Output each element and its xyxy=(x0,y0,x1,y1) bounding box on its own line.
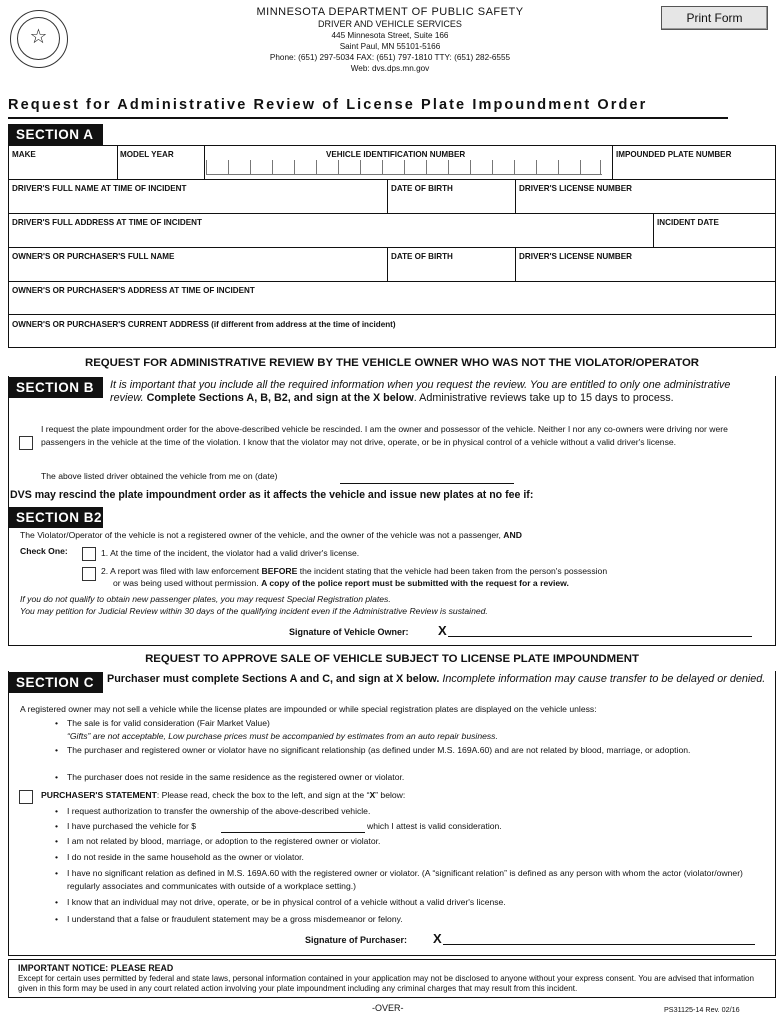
section-b-intro: It is important that you include all the required information when you request the review. You are entitled to only one administrative review. Complete Sections A, B, B2, and sign at the X below. Administrative reviews take up to 15 days to process. xyxy=(110,379,731,404)
model-year-label: MODEL YEAR xyxy=(120,150,174,159)
purchaser-signature-x: X xyxy=(433,931,442,946)
section-b-tag: SECTION B xyxy=(8,377,103,398)
make-label: MAKE xyxy=(12,150,36,159)
obtained-date-label: The above listed driver obtained the vehicle from me on (date) xyxy=(41,471,278,481)
owner-signature-input[interactable] xyxy=(448,625,752,637)
police-report-option: 2. A report was filed with law enforcement BEFORE the incident stating that the vehicle had been taken from the person's possession xyxy=(101,566,608,576)
owner-signature-label: Signature of Vehicle Owner: xyxy=(289,627,409,637)
state-seal xyxy=(10,10,68,68)
bullet-fair-value: • The sale is for valid consideration (Fair Market Value) xyxy=(67,717,757,730)
agency-header xyxy=(230,6,550,74)
statement-no-significant-relation: • I have no significant relation as defined in M.S. 169A.60 with the registered owner or violator. (A “significant relation” is defined as any person with whom the actor (violator/owner) regularly associates and communicates with outside of a workplace setting.) xyxy=(67,867,757,893)
notice-title: IMPORTANT NOTICE: PLEASE READ xyxy=(18,963,174,973)
over-indicator: -OVER- xyxy=(372,1003,404,1013)
judicial-review-note: You may petition for Judicial Review within 30 days of the qualifying incident even if the Administrative Review is sustained. xyxy=(20,606,488,616)
statement-transfer: • I request authorization to transfer the ownership of the above-described vehicle. xyxy=(67,805,757,818)
statement-price: • I have purchased the vehicle for $ xyxy=(67,820,227,833)
driver-dob-label: DATE OF BIRTH xyxy=(391,184,453,193)
section-c-heading: REQUEST TO APPROVE SALE OF VEHICLE SUBJECT TO LICENSE PLATE IMPOUNDMENT xyxy=(145,653,639,665)
driver-name-label: DRIVER'S FULL NAME AT TIME OF INCIDENT xyxy=(12,184,187,193)
purchaser-signature-input[interactable] xyxy=(443,933,755,945)
owner-signature-x: X xyxy=(438,623,447,638)
bullet-no-relationship: • The purchaser and registered owner or violator have no significant relationship (as defined under M.S. 169A.60) and are not related by blood, marriage, or adoption. xyxy=(67,744,757,757)
statement-not-related: • I am not related by blood, marriage, or adoption to the registered owner or violator. xyxy=(67,835,757,848)
owner-license-label: DRIVER'S LICENSE NUMBER xyxy=(519,252,633,261)
incident-date-label: INCIDENT DATE xyxy=(657,218,719,227)
police-report-option-cont: or was being used without permission. A copy of the police report must be submitted with the request for a review. xyxy=(113,578,569,588)
section-c-tag: SECTION C xyxy=(8,672,103,693)
web-line: Web: dvs.dps.mn.gov xyxy=(350,64,430,73)
driver-license-label: DRIVER'S LICENSE NUMBER xyxy=(519,184,633,193)
form-title: Request for Administrative Review of License Plate Impoundment Order xyxy=(8,97,648,113)
valid-license-checkbox[interactable] xyxy=(82,547,96,561)
owner-dob-label: DATE OF BIRTH xyxy=(391,252,453,261)
notice-text: Except for certain uses permitted by federal and state laws, personal information contained in your application may not be disclosed to anyone without your express consent. You are advised that information given in this form may be used in any court related action involving your plate impoundment including any criminal charges that may result from this incident. xyxy=(18,974,755,993)
section-a-box xyxy=(8,145,776,348)
division-name: DRIVER AND VEHICLE SERVICES xyxy=(318,19,462,29)
purchaser-statement-checkbox[interactable] xyxy=(19,790,33,804)
check-one-label: Check One: xyxy=(20,546,68,556)
owner-address-label: OWNER'S OR PURCHASER'S ADDRESS AT TIME OF INCIDENT xyxy=(12,286,255,295)
gifts-note: “Gifts” are not acceptable, Low purchase prices must be accompanied by estimates from an auto repair business. xyxy=(67,731,498,741)
star-icon: ☆ xyxy=(29,26,48,48)
section-c-intro: Purchaser must complete Sections A and C, and sign at X below. Incomplete information may cause transfer to be delayed or denied. xyxy=(107,673,766,685)
form-number: PS31125-14 Rev. 02/16 xyxy=(664,1005,740,1014)
purchaser-statement-label: PURCHASER'S STATEMENT: Please read, check the box to the left, and sign at the “X” below: xyxy=(41,790,406,800)
vin-input[interactable] xyxy=(206,151,611,178)
owner-request-statement: I request the plate impoundment order for the above-described vehicle be rescinded. I am the owner and possessor of the vehicle. Neither I nor any co-owners were driving nor were passengers in the vehicle at the time of the violation. I know that the violator may not drive, operate, or be in physical control of a vehicle without a valid driver's license. xyxy=(41,424,728,447)
section-b-heading: REQUEST FOR ADMINISTRATIVE REVIEW BY THE VEHICLE OWNER WHO WAS NOT THE VIOLATOR/OPERATOR xyxy=(84,357,700,369)
driver-address-label: DRIVER'S FULL ADDRESS AT TIME OF INCIDENT xyxy=(12,218,202,227)
police-report-checkbox[interactable] xyxy=(82,567,96,581)
owner-name-label: OWNER'S OR PURCHASER'S FULL NAME xyxy=(12,252,175,261)
impounded-plate-label: IMPOUNDED PLATE NUMBER xyxy=(616,150,732,159)
phone-line: Phone: (651) 297-5034 FAX: (651) 797-1810 TTY: (651) 282-6555 xyxy=(269,53,511,62)
statement-false-statement: • I understand that a false or fraudulent statement may be a gross misdemeanor or felony. xyxy=(67,913,757,926)
purchase-price-input[interactable] xyxy=(221,821,365,833)
valid-license-option: 1. At the time of the incident, the violator had a valid driver's license. xyxy=(101,548,360,558)
sale-rule: A registered owner may not sell a vehicle while the license plates are impounded or while special registration plates are displayed on the vehicle unless: xyxy=(20,704,597,714)
owner-current-address-label: OWNER'S OR PURCHASER'S CURRENT ADDRESS (if different from address at the time of incident) xyxy=(12,320,396,329)
obtained-date-input[interactable] xyxy=(340,472,514,484)
purchaser-signature-label: Signature of Purchaser: xyxy=(305,935,408,945)
city-address: Saint Paul, MN 55101-5166 xyxy=(339,42,441,51)
agency-name: MINNESOTA DEPARTMENT OF PUBLIC SAFETY xyxy=(256,6,524,18)
statement-valid-license: • I know that an individual may not drive, operate, or be in physical control of a vehicle without a valid driver's license. xyxy=(67,896,757,909)
section-b2-tag: SECTION B2 xyxy=(8,507,103,528)
statement-not-same-household: • I do not reside in the same household as the owner or violator. xyxy=(67,851,757,864)
print-form-button[interactable]: Print Form xyxy=(661,6,768,30)
vin-label: VEHICLE IDENTIFICATION NUMBER xyxy=(326,150,466,159)
rescind-statement: DVS may rescind the plate impoundment order as it affects the vehicle and issue new plates at no fee if: xyxy=(10,489,534,501)
important-notice-box xyxy=(8,959,776,998)
owner-request-checkbox[interactable] xyxy=(19,436,33,450)
street-address: 445 Minnesota Street, Suite 166 xyxy=(331,31,449,40)
bullet-no-same-residence: • The purchaser does not reside in the same residence as the registered owner or violator. xyxy=(67,771,757,784)
b2-condition: The Violator/Operator of the vehicle is not a registered owner of the vehicle, and the owner of the vehicle was not a passenger, AND xyxy=(20,530,522,540)
statement-price-cont: which I attest is valid consideration. xyxy=(367,821,502,831)
title-rule xyxy=(8,117,728,119)
special-plates-note: If you do not qualify to obtain new passenger plates, you may request Special Registration plates. xyxy=(20,594,391,604)
section-a-tag: SECTION A xyxy=(8,124,103,145)
